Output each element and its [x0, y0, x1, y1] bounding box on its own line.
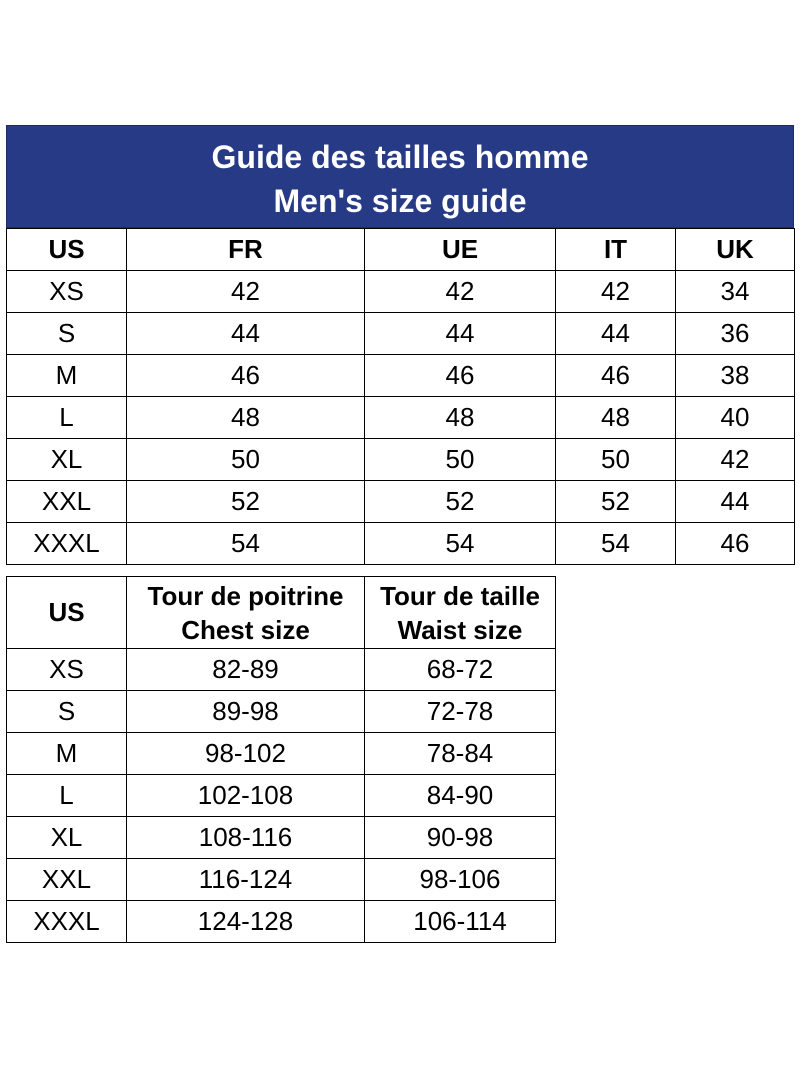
- cell-fr: 48: [127, 397, 365, 439]
- cell-uk: 42: [676, 439, 795, 481]
- cell-ue: 50: [365, 439, 556, 481]
- cell-uk: 38: [676, 355, 795, 397]
- cell-us: XXL: [7, 481, 127, 523]
- table-row: [7, 817, 556, 859]
- col-header-chest: [127, 577, 365, 649]
- col-header-it: IT: [556, 229, 676, 271]
- col-header-ue: UE: [365, 229, 556, 271]
- cell-fr: 54: [127, 523, 365, 565]
- size-guide-header: [6, 125, 794, 228]
- cell-uk: 36: [676, 313, 795, 355]
- table-row: [7, 649, 556, 691]
- cell-chest: 116-124: [127, 859, 365, 901]
- title-french: Guide des tailles homme: [211, 139, 589, 175]
- col-header-fr: FR: [127, 229, 365, 271]
- cell-ue: 46: [365, 355, 556, 397]
- cell-it: 50: [556, 439, 676, 481]
- cell-waist: 72-78: [365, 691, 556, 733]
- cell-us: XXXL: [7, 523, 127, 565]
- size-conversion-table: [6, 228, 795, 565]
- body-measurement-table: [6, 576, 556, 943]
- cell-fr: 42: [127, 271, 365, 313]
- cell-ue: 52: [365, 481, 556, 523]
- cell-ue: 54: [365, 523, 556, 565]
- table-row: [7, 859, 556, 901]
- cell-waist: 68-72: [365, 649, 556, 691]
- cell-us: M: [7, 355, 127, 397]
- waist-label-english: Waist size: [397, 614, 523, 645]
- table-row: [7, 901, 556, 943]
- cell-chest: 108-116: [127, 817, 365, 859]
- cell-chest: 89-98: [127, 691, 365, 733]
- table-row: [7, 397, 795, 439]
- cell-chest: 82-89: [127, 649, 365, 691]
- cell-us: L: [7, 775, 127, 817]
- cell-chest: 102-108: [127, 775, 365, 817]
- chest-label-english: Chest size: [181, 614, 310, 645]
- cell-waist: 106-114: [365, 901, 556, 943]
- cell-uk: 40: [676, 397, 795, 439]
- cell-us: S: [7, 691, 127, 733]
- cell-waist: 84-90: [365, 775, 556, 817]
- table-row: [7, 355, 795, 397]
- cell-uk: 34: [676, 271, 795, 313]
- cell-fr: 44: [127, 313, 365, 355]
- table-row: [7, 313, 795, 355]
- cell-us: L: [7, 397, 127, 439]
- cell-it: 44: [556, 313, 676, 355]
- cell-uk: 44: [676, 481, 795, 523]
- table-row: [7, 481, 795, 523]
- table-row: [7, 271, 795, 313]
- table-row: [7, 775, 556, 817]
- cell-fr: 52: [127, 481, 365, 523]
- table-row: [7, 439, 795, 481]
- size-table-header-row: [7, 229, 795, 271]
- cell-it: 54: [556, 523, 676, 565]
- cell-it: 52: [556, 481, 676, 523]
- cell-it: 46: [556, 355, 676, 397]
- table-row: [7, 733, 556, 775]
- cell-it: 48: [556, 397, 676, 439]
- cell-uk: 46: [676, 523, 795, 565]
- cell-waist: 98-106: [365, 859, 556, 901]
- cell-chest: 124-128: [127, 901, 365, 943]
- col-header-waist: [365, 577, 556, 649]
- col-header-us: US: [7, 577, 127, 649]
- cell-fr: 46: [127, 355, 365, 397]
- cell-us: XXL: [7, 859, 127, 901]
- cell-ue: 48: [365, 397, 556, 439]
- cell-fr: 50: [127, 439, 365, 481]
- cell-us: XS: [7, 271, 127, 313]
- cell-us: XXXL: [7, 901, 127, 943]
- waist-label-french: Tour de taille: [380, 580, 540, 611]
- col-header-uk: UK: [676, 229, 795, 271]
- cell-us: XL: [7, 817, 127, 859]
- cell-us: S: [7, 313, 127, 355]
- chest-label-french: Tour de poitrine: [147, 580, 344, 611]
- cell-ue: 42: [365, 271, 556, 313]
- cell-us: XL: [7, 439, 127, 481]
- cell-it: 42: [556, 271, 676, 313]
- table-row: [7, 691, 556, 733]
- cell-waist: 90-98: [365, 817, 556, 859]
- title-english: Men's size guide: [273, 183, 527, 219]
- col-header-us: US: [7, 229, 127, 271]
- cell-us: M: [7, 733, 127, 775]
- measure-table-header-row: [7, 577, 556, 649]
- cell-waist: 78-84: [365, 733, 556, 775]
- cell-ue: 44: [365, 313, 556, 355]
- cell-chest: 98-102: [127, 733, 365, 775]
- table-row: [7, 523, 795, 565]
- cell-us: XS: [7, 649, 127, 691]
